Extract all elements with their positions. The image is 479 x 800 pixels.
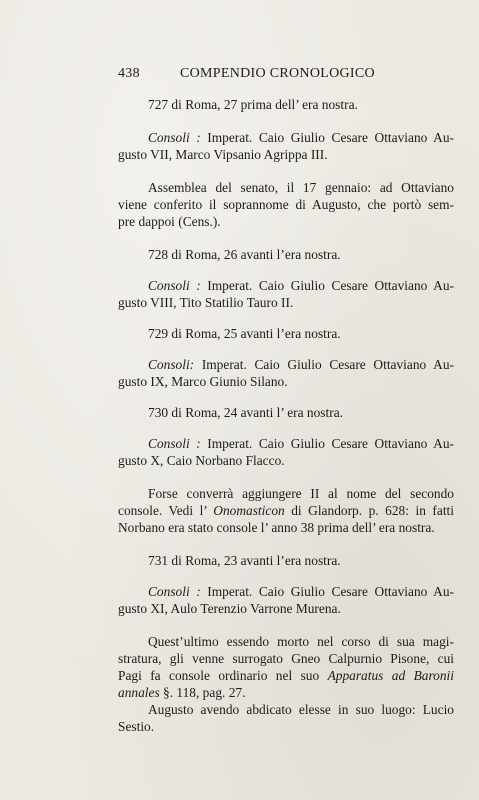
- running-head: COMPENDIO CRONOLOGICO: [180, 66, 375, 81]
- note-line: stratura, gli venne surrogato Gneo Calpurnio Pisone, cui: [118, 651, 454, 666]
- consuls-line: [118, 435, 454, 452]
- consuls-line: [118, 277, 454, 294]
- note-line: [118, 502, 454, 519]
- consuls-label: Consoli :: [148, 130, 201, 145]
- consuls-text: Imperat. Caio Giulio Cesare Ottaviano Au-: [201, 357, 454, 372]
- consuls-line: gusto IX, Marco Giunio Silano.: [118, 374, 288, 389]
- year-heading: 731 di Roma, 23 avanti l’era nostra.: [148, 553, 341, 568]
- note-title: Onomasticon: [213, 503, 285, 518]
- note-line: pre dappoi (Cens.).: [118, 214, 221, 229]
- consuls-text: Imperat. Caio Giulio Cesare Ottaviano Au-: [207, 584, 454, 599]
- consuls-line: gusto VII, Marco Vipsanio Agrippa III.: [118, 147, 328, 162]
- note-text: console. Vedi l’: [118, 503, 214, 518]
- note-line: Augusto avendo abdicato elesse in suo luogo: Lucio: [148, 702, 454, 717]
- note-line: [118, 667, 454, 684]
- consuls-line: gusto X, Caio Norbano Flacco.: [118, 453, 285, 468]
- page-number: 438: [118, 66, 140, 81]
- year-heading: 727 di Roma, 27 prima dell’ era nostra.: [148, 97, 358, 112]
- year-heading: 730 di Roma, 24 avanti l’ era nostra.: [148, 405, 343, 420]
- note-line: Sestio.: [118, 719, 155, 734]
- consuls-line: [118, 356, 454, 373]
- consuls-text: Imperat. Caio Giulio Cesare Ottaviano Au-: [207, 130, 454, 145]
- page-body: [118, 96, 454, 735]
- note-text: di Glandorp. p. 628: in fatti: [284, 503, 454, 518]
- note-line: [118, 684, 454, 701]
- consuls-label: Consoli:: [148, 357, 195, 372]
- note-line: Forse converrà aggiungere II al nome del secondo: [148, 486, 454, 501]
- year-heading: 728 di Roma, 26 avanti l’era nostra.: [148, 247, 341, 262]
- note-line: Norbano era stato console l’ anno 38 prima dell’ era nostra.: [118, 520, 435, 535]
- consuls-label: Consoli :: [148, 278, 201, 293]
- note-title: Apparatus ad Baronii: [327, 668, 454, 683]
- consuls-text: Imperat. Caio Giulio Cesare Ottaviano Au-: [207, 278, 454, 293]
- note-line: Quest’ultimo essendo morto nel corso di sua magi-: [148, 634, 454, 649]
- consuls-line: [118, 129, 454, 146]
- note-title: annales: [118, 685, 160, 700]
- consuls-line: gusto VIII, Tito Statilio Tauro II.: [118, 295, 294, 310]
- note-text: §. 118, pag. 27.: [159, 685, 246, 700]
- consuls-label: Consoli :: [148, 584, 201, 599]
- note-line: viene conferito il soprannome di Augusto, che portò sem-: [118, 197, 454, 212]
- note-line: Assemblea del senato, il 17 gennaio: ad Ottaviano: [148, 180, 454, 195]
- year-heading: 729 di Roma, 25 avanti l’era nostra.: [148, 326, 341, 341]
- consuls-line: gusto XI, Aulo Terenzio Varrone Murena.: [118, 601, 341, 616]
- consuls-label: Consoli :: [148, 436, 201, 451]
- consuls-line: [118, 583, 454, 600]
- note-text: Pagi fa console ordinario nel suo: [118, 668, 328, 683]
- consuls-text: Imperat. Caio Giulio Cesare Ottaviano Au-: [207, 436, 454, 451]
